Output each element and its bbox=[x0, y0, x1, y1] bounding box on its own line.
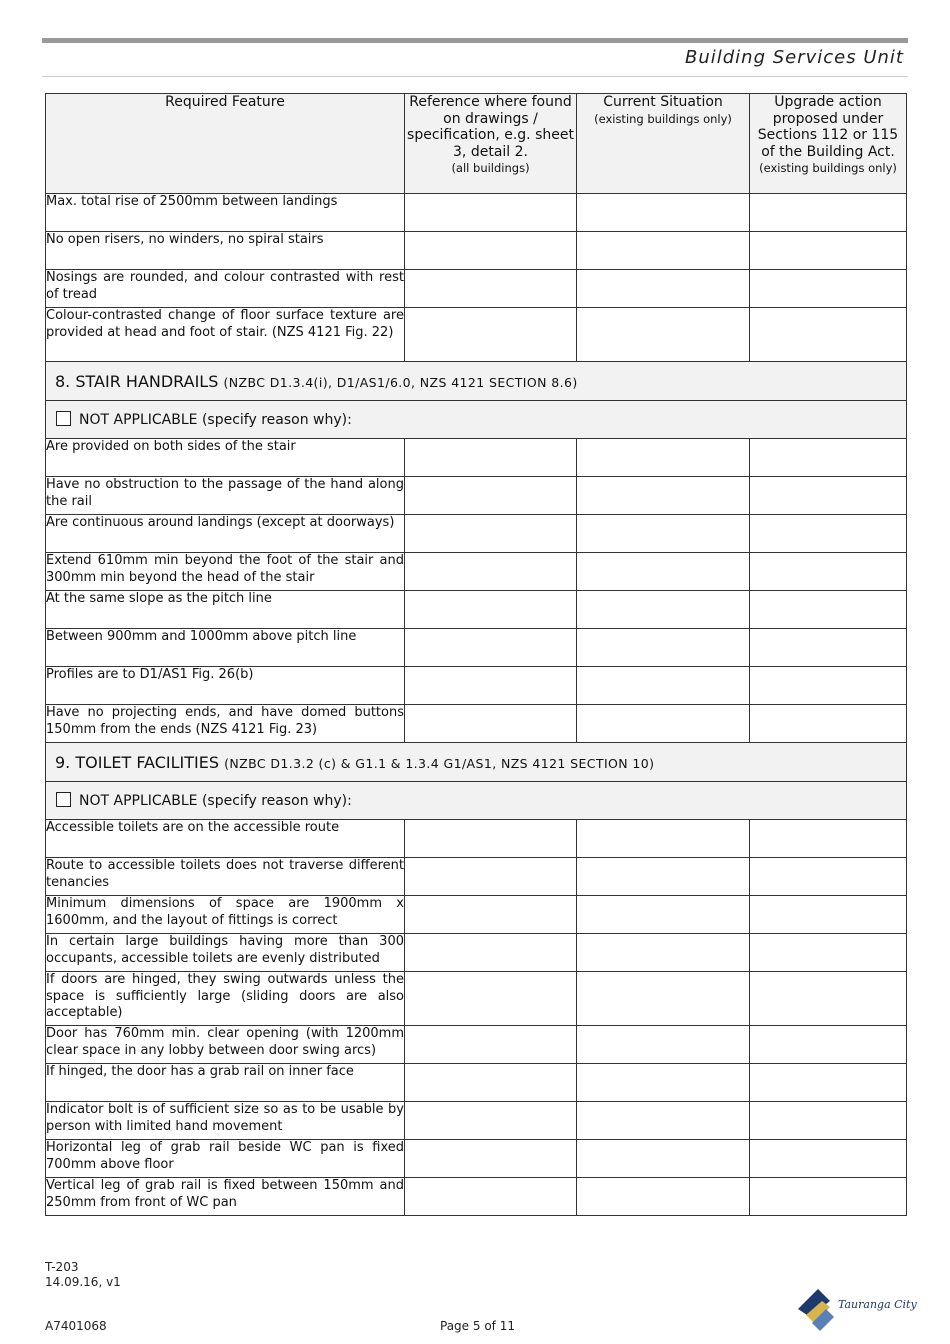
feature-cell: Indicator bolt is of sufficient size so as to be usable by person with limited hand movement bbox=[46, 1102, 405, 1140]
col-upgrade-note: (existing buildings only) bbox=[759, 161, 897, 175]
table-row bbox=[46, 194, 907, 232]
section-header-stair-handrails bbox=[46, 362, 907, 401]
section-title: 9. TOILET FACILITIES bbox=[55, 752, 219, 772]
upgrade-cell[interactable] bbox=[750, 1178, 907, 1216]
reference-cell[interactable] bbox=[405, 270, 577, 308]
header-divider bbox=[42, 76, 908, 77]
current-cell[interactable] bbox=[577, 1178, 750, 1216]
upgrade-cell[interactable] bbox=[750, 629, 907, 667]
not-applicable-checkbox[interactable] bbox=[56, 792, 71, 807]
reference-cell[interactable] bbox=[405, 820, 577, 858]
current-cell[interactable] bbox=[577, 972, 750, 1026]
upgrade-cell[interactable] bbox=[750, 1064, 907, 1102]
form-version: 14.09.16, v1 bbox=[45, 1275, 121, 1289]
reference-cell[interactable] bbox=[405, 439, 577, 477]
current-cell[interactable] bbox=[577, 629, 750, 667]
table-row bbox=[46, 1178, 907, 1216]
table-row bbox=[46, 1026, 907, 1064]
reference-cell[interactable] bbox=[405, 232, 577, 270]
feature-cell: Colour-contrasted change of floor surface texture are provided at head and foot of stair. (NZS 4121 Fig. 22) bbox=[46, 308, 405, 362]
upgrade-cell[interactable] bbox=[750, 667, 907, 705]
feature-cell: Route to accessible toilets does not traverse different tenancies bbox=[46, 858, 405, 896]
upgrade-cell[interactable] bbox=[750, 591, 907, 629]
upgrade-cell[interactable] bbox=[750, 194, 907, 232]
table-row bbox=[46, 591, 907, 629]
table-row bbox=[46, 270, 907, 308]
upgrade-cell[interactable] bbox=[750, 553, 907, 591]
feature-cell: Are provided on both sides of the stair bbox=[46, 439, 405, 477]
upgrade-cell[interactable] bbox=[750, 705, 907, 743]
reference-cell[interactable] bbox=[405, 1026, 577, 1064]
col-reference bbox=[405, 94, 577, 194]
current-cell[interactable] bbox=[577, 553, 750, 591]
upgrade-cell[interactable] bbox=[750, 477, 907, 515]
upgrade-cell[interactable] bbox=[750, 232, 907, 270]
current-cell[interactable] bbox=[577, 1102, 750, 1140]
table-row bbox=[46, 972, 907, 1026]
current-cell[interactable] bbox=[577, 477, 750, 515]
col-current-situation bbox=[577, 94, 750, 194]
upgrade-cell[interactable] bbox=[750, 1102, 907, 1140]
feature-cell: Minimum dimensions of space are 1900mm x 1600mm, and the layout of fittings is correct bbox=[46, 896, 405, 934]
feature-cell: Have no projecting ends, and have domed buttons 150mm from the ends (NZS 4121 Fig. 23) bbox=[46, 705, 405, 743]
reference-cell[interactable] bbox=[405, 591, 577, 629]
col-reference-label: Reference where found on drawings / specification, e.g. sheet 3, detail 2. bbox=[407, 94, 574, 160]
table-row bbox=[46, 477, 907, 515]
feature-cell: At the same slope as the pitch line bbox=[46, 591, 405, 629]
feature-cell: No open risers, no winders, no spiral stairs bbox=[46, 232, 405, 270]
reference-cell[interactable] bbox=[405, 194, 577, 232]
current-cell[interactable] bbox=[577, 270, 750, 308]
current-cell[interactable] bbox=[577, 896, 750, 934]
feature-cell: In certain large buildings having more than 300 occupants, accessible toilets are evenly distributed bbox=[46, 934, 405, 972]
current-cell[interactable] bbox=[577, 194, 750, 232]
top-rule bbox=[42, 38, 908, 43]
col-current-note: (existing buildings only) bbox=[594, 111, 732, 126]
table-row bbox=[46, 934, 907, 972]
col-upgrade-action bbox=[750, 94, 907, 194]
upgrade-cell[interactable] bbox=[750, 858, 907, 896]
col-upgrade-label: Upgrade action proposed under Sections 112 or 115 of the Building Act. bbox=[757, 94, 899, 160]
section-reference: (NZBC D1.3.4(i), D1/AS1/6.0, NZS 4121 SECTION 8.6) bbox=[223, 374, 578, 390]
feature-cell: Horizontal leg of grab rail beside WC pan is fixed 700mm above floor bbox=[46, 1140, 405, 1178]
table-row bbox=[46, 1102, 907, 1140]
table-row bbox=[46, 553, 907, 591]
current-cell[interactable] bbox=[577, 308, 750, 362]
upgrade-cell[interactable] bbox=[750, 439, 907, 477]
reference-cell[interactable] bbox=[405, 667, 577, 705]
reference-cell[interactable] bbox=[405, 1178, 577, 1216]
table-row bbox=[46, 896, 907, 934]
current-cell[interactable] bbox=[577, 1064, 750, 1102]
feature-cell: Max. total rise of 2500mm between landings bbox=[46, 194, 405, 232]
current-cell[interactable] bbox=[577, 934, 750, 972]
col-reference-note: (all buildings) bbox=[451, 161, 530, 175]
reference-cell[interactable] bbox=[405, 1064, 577, 1102]
section-title-cell bbox=[46, 362, 907, 401]
table-row bbox=[46, 232, 907, 270]
reference-cell[interactable] bbox=[405, 477, 577, 515]
upgrade-cell[interactable] bbox=[750, 896, 907, 934]
current-cell[interactable] bbox=[577, 1140, 750, 1178]
section-reference: (NZBC D1.3.2 (c) & G1.1 & 1.3.4 G1/AS1, NZS 4121 SECTION 10) bbox=[224, 755, 655, 771]
logo-text: Tauranga City bbox=[838, 1298, 917, 1311]
current-cell[interactable] bbox=[577, 515, 750, 553]
upgrade-cell[interactable] bbox=[750, 515, 907, 553]
reference-cell[interactable] bbox=[405, 896, 577, 934]
table-row bbox=[46, 705, 907, 743]
upgrade-cell[interactable] bbox=[750, 308, 907, 362]
upgrade-cell[interactable] bbox=[750, 1140, 907, 1178]
reference-cell[interactable] bbox=[405, 629, 577, 667]
feature-cell: Door has 760mm min. clear opening (with 1200mm clear space in any lobby between door swing arcs) bbox=[46, 1026, 405, 1064]
feature-cell: If hinged, the door has a grab rail on inner face bbox=[46, 1064, 405, 1102]
table-row bbox=[46, 308, 907, 362]
upgrade-cell[interactable] bbox=[750, 1026, 907, 1064]
table-row bbox=[46, 439, 907, 477]
feature-checklist-table bbox=[45, 93, 907, 1216]
feature-cell: Accessible toilets are on the accessible route bbox=[46, 820, 405, 858]
not-applicable-row bbox=[46, 401, 907, 439]
col-current-label: Current Situation bbox=[603, 94, 723, 110]
current-cell[interactable] bbox=[577, 820, 750, 858]
table-row bbox=[46, 629, 907, 667]
section-title-cell bbox=[46, 743, 907, 782]
upgrade-cell[interactable] bbox=[750, 270, 907, 308]
not-applicable-cell bbox=[46, 782, 907, 820]
reference-cell[interactable] bbox=[405, 1102, 577, 1140]
current-cell[interactable] bbox=[577, 705, 750, 743]
col-required-feature: Required Feature bbox=[46, 94, 405, 194]
reference-cell[interactable] bbox=[405, 308, 577, 362]
unit-title: Building Services Unit bbox=[684, 47, 904, 68]
table-row bbox=[46, 1140, 907, 1178]
upgrade-cell[interactable] bbox=[750, 820, 907, 858]
feature-cell: If doors are hinged, they swing outwards unless the space is sufficiently large (sliding doors are also acceptable) bbox=[46, 972, 405, 1026]
reference-cell[interactable] bbox=[405, 934, 577, 972]
current-cell[interactable] bbox=[577, 858, 750, 896]
current-cell[interactable] bbox=[577, 667, 750, 705]
reference-cell[interactable] bbox=[405, 1140, 577, 1178]
upgrade-cell[interactable] bbox=[750, 972, 907, 1026]
table-row bbox=[46, 1064, 907, 1102]
feature-cell: Are continuous around landings (except at doorways) bbox=[46, 515, 405, 553]
feature-cell: Have no obstruction to the passage of the hand along the rail bbox=[46, 477, 405, 515]
feature-cell: Extend 610mm min beyond the foot of the stair and 300mm min beyond the head of the stair bbox=[46, 553, 405, 591]
not-applicable-checkbox[interactable] bbox=[56, 411, 71, 426]
reference-cell[interactable] bbox=[405, 553, 577, 591]
section-title: 8. STAIR HANDRAILS bbox=[55, 371, 219, 391]
form-id: T-203 bbox=[45, 1260, 79, 1274]
reference-cell[interactable] bbox=[405, 972, 577, 1026]
document-code: A7401068 bbox=[45, 1319, 107, 1333]
feature-cell: Vertical leg of grab rail is fixed between 150mm and 250mm from front of WC pan bbox=[46, 1178, 405, 1216]
not-applicable-cell bbox=[46, 401, 907, 439]
current-cell[interactable] bbox=[577, 232, 750, 270]
table-row bbox=[46, 820, 907, 858]
current-cell[interactable] bbox=[577, 591, 750, 629]
table-row bbox=[46, 858, 907, 896]
not-applicable-label: NOT APPLICABLE (specify reason why): bbox=[79, 412, 352, 428]
table-header-row bbox=[46, 94, 907, 194]
reference-cell[interactable] bbox=[405, 858, 577, 896]
section-header-toilet-facilities bbox=[46, 743, 907, 782]
current-cell[interactable] bbox=[577, 439, 750, 477]
table-row bbox=[46, 515, 907, 553]
feature-cell: Nosings are rounded, and colour contrasted with rest of tread bbox=[46, 270, 405, 308]
table-row bbox=[46, 667, 907, 705]
not-applicable-row bbox=[46, 782, 907, 820]
feature-cell: Profiles are to D1/AS1 Fig. 26(b) bbox=[46, 667, 405, 705]
form-identifier bbox=[45, 1260, 121, 1290]
current-cell[interactable] bbox=[577, 1026, 750, 1064]
reference-cell[interactable] bbox=[405, 515, 577, 553]
not-applicable-label: NOT APPLICABLE (specify reason why): bbox=[79, 793, 352, 809]
feature-cell: Between 900mm and 1000mm above pitch line bbox=[46, 629, 405, 667]
upgrade-cell[interactable] bbox=[750, 934, 907, 972]
reference-cell[interactable] bbox=[405, 705, 577, 743]
page-number: Page 5 of 11 bbox=[440, 1319, 515, 1333]
